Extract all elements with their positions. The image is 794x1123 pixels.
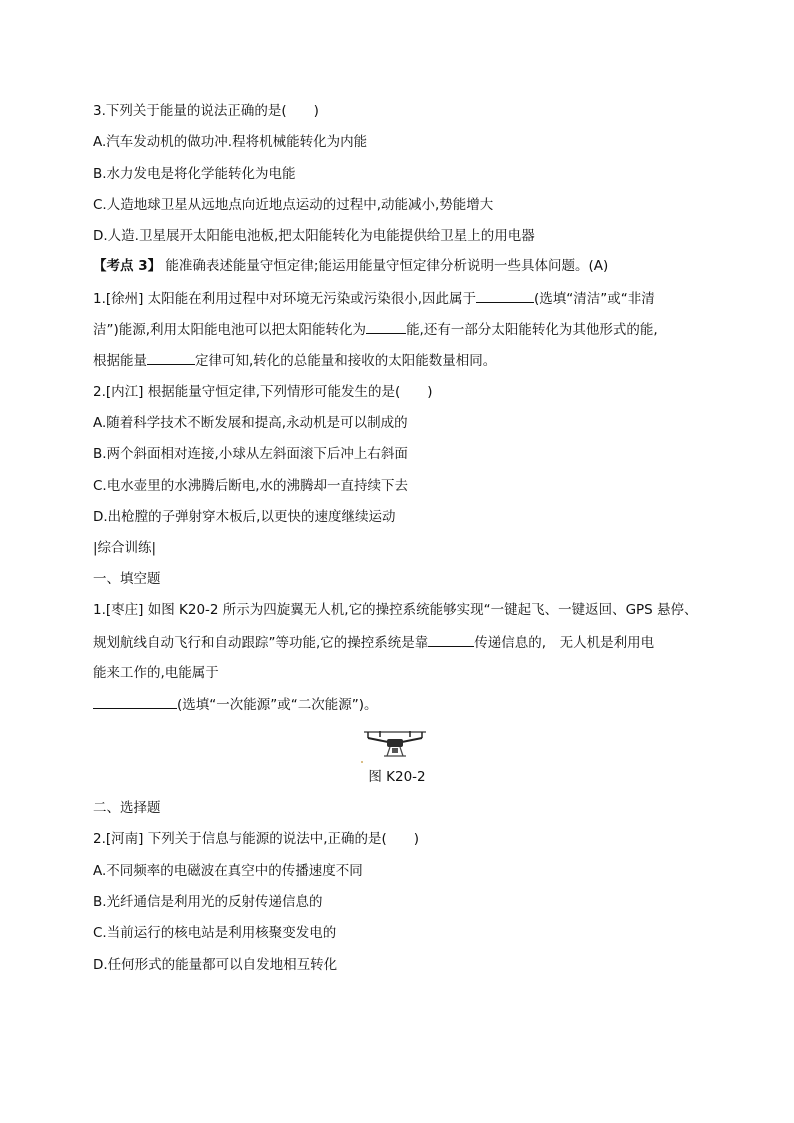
zaozhuang-line-1: 1.[枣庄] 如图 K20-2 所示为四旋翼无人机,它的操控系统能够实现“一键起飞、一键返回、GPS 悬停、 bbox=[93, 602, 698, 618]
xuzhou-text-2: (选填“清洁”或“非清 bbox=[534, 291, 655, 307]
henan-option-d: D.任何形式的能量都可以自发地相互转化 bbox=[93, 957, 338, 973]
figure-caption: 图 K20-2 bbox=[368, 769, 426, 785]
xuzhou-text-4: 能,还有一部分太阳能转化为其他形式的能, bbox=[406, 322, 658, 338]
xuzhou-question-line-1 bbox=[93, 288, 713, 309]
xuzhou-text-5: 根据能量 bbox=[93, 353, 147, 369]
answer-blank bbox=[93, 694, 177, 709]
henan-option-a: A.不同频率的电磁波在真空中的传播速度不同 bbox=[93, 863, 363, 879]
kaodian-3-tag: 【考点 3】 bbox=[93, 258, 162, 274]
question-3: 3.下列关于能量的说法正确的是( ) bbox=[93, 103, 319, 119]
zaozhuang-text-3: 传递信息的, 无人机是利用电 bbox=[474, 635, 655, 651]
xuzhou-text-1: 1.[徐州] 太阳能在利用过程中对环境无污染或污染很小,因此属于 bbox=[93, 291, 476, 307]
kaodian-3-heading bbox=[93, 256, 713, 276]
section-choice: 二、选择题 bbox=[93, 800, 161, 816]
neijiang-question: 2.[内江] 根据能量守恒定律,下列情形可能发生的是( ) bbox=[93, 384, 433, 400]
answer-blank bbox=[428, 632, 474, 647]
zaozhuang-line-3: 能来工作的,电能属于 bbox=[93, 665, 219, 681]
neijiang-option-a: A.随着科学技术不断发展和提高,永动机是可以制成的 bbox=[93, 415, 408, 431]
question-3-option-c: C.人造地球卫星从远地点向近地点运动的过程中,动能减小,势能增大 bbox=[93, 197, 494, 213]
neijiang-option-d: D.出枪膛的子弹射穿木板后,以更快的速度继续运动 bbox=[93, 509, 396, 525]
henan-option-c: C.当前运行的核电站是利用核聚变发电的 bbox=[93, 925, 337, 941]
neijiang-option-c: C.电水壶里的水沸腾后断电,水的沸腾却一直持续下去 bbox=[93, 478, 409, 494]
zaozhuang-line-2 bbox=[93, 632, 713, 653]
question-3-option-a: A.汽车发动机的做功冲.程将机械能转化为内能 bbox=[93, 134, 368, 150]
xuzhou-text-3: 洁”)能源,利用太阳能电池可以把太阳能转化为 bbox=[93, 322, 367, 338]
answer-blank bbox=[476, 288, 534, 303]
question-3-option-b: B.水力发电是将化学能转化为电能 bbox=[93, 166, 296, 182]
xuzhou-question-line-3 bbox=[93, 350, 713, 371]
question-3-option-d: D.人造.卫星展开太阳能电池板,把太阳能转化为电能提供给卫星上的用电器 bbox=[93, 228, 535, 244]
kaodian-3-text: 能准确表述能量守恒定律;能运用能量守恒定律分析说明一些具体问题。(A) bbox=[165, 258, 609, 274]
answer-blank bbox=[366, 319, 406, 334]
neijiang-option-b: B.两个斜面相对连接,小球从左斜面滚下后冲上右斜面 bbox=[93, 446, 408, 462]
henan-question: 2.[河南] 下列关于信息与能源的说法中,正确的是( ) bbox=[93, 831, 420, 847]
section-comprehensive: |综合训练| bbox=[93, 540, 157, 556]
xuzhou-text-6: 定律可知,转化的总能量和接收的太阳能数量相同。 bbox=[195, 353, 497, 369]
xuzhou-question-line-2 bbox=[93, 319, 713, 340]
henan-option-b: B.光纤通信是利用光的反射传递信息的 bbox=[93, 894, 323, 910]
zaozhuang-text-5: (选填“一次能源”或“二次能源”)。 bbox=[177, 697, 378, 713]
section-fill-blank: 一、填空题 bbox=[93, 571, 161, 587]
quadcopter-drone-image bbox=[360, 726, 430, 766]
answer-blank bbox=[147, 350, 195, 365]
zaozhuang-text-2: 规划航线自动飞行和自动跟踪”等功能,它的操控系统是靠 bbox=[93, 635, 429, 651]
zaozhuang-line-4 bbox=[93, 694, 713, 715]
